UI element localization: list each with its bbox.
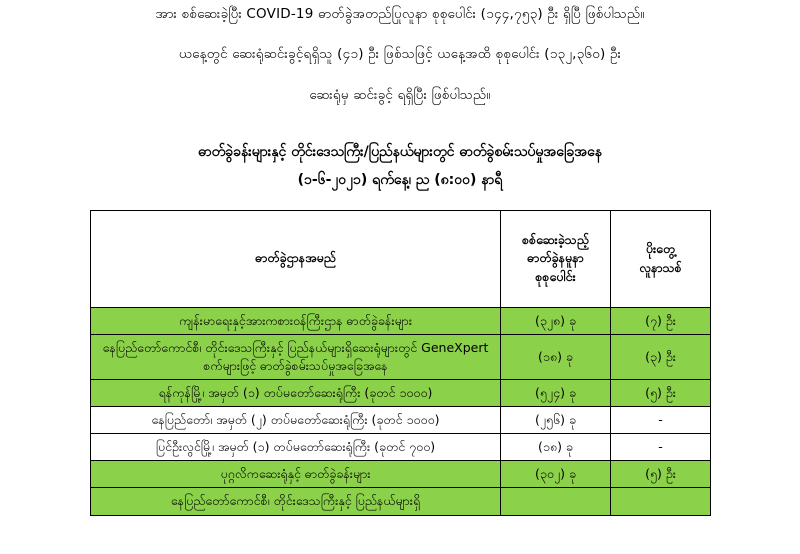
cell-samples-tested <box>501 488 611 515</box>
table-row <box>91 334 711 379</box>
header-samples-line-1: စစ်ဆေးခဲ့သည့် <box>522 232 589 248</box>
lab-name-line: ရန်ကုန်မြို့၊ အမှတ် (၁) တပ်မတော်ဆေးရုံကြီး (ခုတင် ၁၀၀၀) <box>158 384 433 400</box>
cell-lab-name <box>91 334 501 379</box>
paragraph-1: အား စစ်ဆေးခဲ့ပြီး COVID-19 ဓာတ်ခွဲအတည်ပြုလူနာ စုစုပေါင်း (၁၄၄,၇၅၃) ဦး ရှိပြီ ဖြစ်ပါသည်။ <box>155 6 645 22</box>
cell-lab-name <box>91 307 501 334</box>
header-samples-tested <box>501 210 611 307</box>
header-samples-line-3: စုစုပေါင်း <box>535 268 576 284</box>
lab-name-line: ပုဂ္ဂလိကဆေးရုံနှင့် ဓာတ်ခွဲခန်းများ <box>220 466 371 482</box>
table-row <box>91 407 711 434</box>
cell-new-positives: (၃) ဦး <box>611 334 711 379</box>
cell-lab-name <box>91 379 501 406</box>
section-heading <box>90 141 710 192</box>
cell-samples-tested: (၁၈) ခု <box>501 434 611 461</box>
cell-lab-name <box>91 488 501 515</box>
header-lab-name: ဓာတ်ခွဲဌာနအမည် <box>91 210 501 307</box>
cell-samples-tested: (၃၂၈) ခု <box>501 307 611 334</box>
header-samples-line-2: ဓာတ်ခွဲနမူနာ <box>527 250 584 266</box>
lab-name-line: ကျန်းမာရေးနှင့်အားကစားဝန်ကြီးဌာန ဓာတ်ခွဲခန်းများ <box>178 312 412 328</box>
heading-line-2: (၁-၆-၂၀၂၁) ရက်နေ့၊ ည (၈:၀၀) နာရီ <box>297 172 503 189</box>
header-new-positives <box>611 210 711 307</box>
table-row <box>91 434 711 461</box>
cell-lab-name <box>91 461 501 488</box>
heading-line-1: ဓာတ်ခွဲခန်းများနှင့် တိုင်းဒေသကြီး/ပြည်နယ်များတွင် ဓာတ်ခွဲစမ်းသပ်မှုအခြေအနေ <box>197 143 602 160</box>
cell-samples-tested: (၁၈) ခု <box>501 334 611 379</box>
lab-name-line: ဆေးရုံများတွင် GeneXpert စက်များဖြင့် ဓာတ်ခွဲစမ်းသပ်မှုအခြေအနေ <box>203 339 489 373</box>
table-row <box>91 307 711 334</box>
cell-new-positives: - <box>611 434 711 461</box>
table-row <box>91 488 711 515</box>
header-positives-line-2: လူနာသစ် <box>639 259 682 275</box>
cell-new-positives: (၅) ဦး <box>611 461 711 488</box>
paragraph-3: ဆေးရုံမှ ဆင်းခွင့် ရရှိပြီး ဖြစ်ပါသည်။ <box>309 86 491 103</box>
cell-samples-tested: (၃၀၂) ခု <box>501 461 611 488</box>
cell-new-positives: (၅) ဦး <box>611 379 711 406</box>
lab-testing-table <box>90 210 711 516</box>
cell-new-positives: (၇) ဦး <box>611 307 711 334</box>
lab-name-line: နေပြည်တော်၊ အမှတ် (၂) တပ်မတော်ဆေးရုံကြီး (ခုတင် ၁၀၀၀) <box>151 412 440 428</box>
lab-name-line: နေပြည်တော်ကောင်စီ၊ တိုင်းဒေသကြီးနှင့် ပြည်နယ်များရှိ <box>170 493 421 509</box>
cell-new-positives: - <box>611 407 711 434</box>
lab-name-line: ပြင်ဦးလွင်မြို့၊ အမှတ် (၁) တပ်မတော်ဆေးရုံကြီး (ခုတင် ၇၀၀) <box>155 439 436 455</box>
paragraph-2: ယနေ့တွင် ဆေးရုံဆင်းခွင့်ရရှိသူ (၄၁) ဦး ဖြစ်သဖြင့် ယနေ့အထိ စုစုပေါင်း (၁၃၂,၃၆၀) ဦး <box>178 46 622 63</box>
cell-new-positives <box>611 488 711 515</box>
cell-lab-name <box>91 407 501 434</box>
table-row <box>91 461 711 488</box>
table-header-row <box>91 210 711 307</box>
cell-samples-tested: (၂၅၆) ခု <box>501 407 611 434</box>
table-row <box>91 379 711 406</box>
cell-samples-tested: (၅၂၄) ခု <box>501 379 611 406</box>
lab-name-line: နေပြည်တော်ကောင်စီ၊ တိုင်းဒေသကြီးနှင့် ပြည်နယ်များရှိ <box>102 339 352 355</box>
header-positives-line-1: ပိုးတွေ့ <box>645 241 676 257</box>
cell-lab-name <box>91 434 501 461</box>
document-page <box>0 4 800 554</box>
